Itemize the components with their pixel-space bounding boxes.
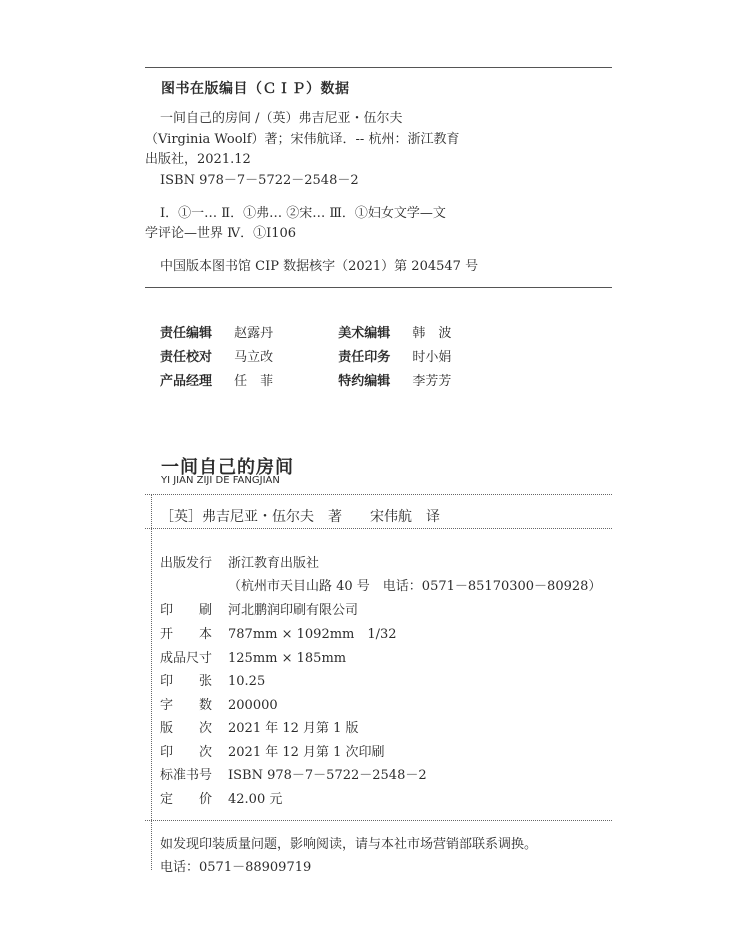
pub-value: 10.25: [228, 674, 266, 689]
staff-name: 任 菲: [234, 374, 274, 389]
pub-value: 2021 年 12 月第 1 版: [228, 721, 359, 736]
staff-role: 责任编辑: [160, 326, 213, 341]
cip-classification-1: Ⅰ．①一… Ⅱ．①弗… ②宋… Ⅲ．①妇女文学—文: [160, 206, 446, 221]
pub-value: 42.00 元: [228, 792, 283, 807]
pub-row: [160, 647, 346, 666]
cip-bottom-rule: [145, 287, 612, 288]
pub-label: 出版发行: [160, 556, 213, 571]
pub-value: 2021 年 12 月第 1 次印刷: [228, 745, 385, 760]
title-dotted-rule: [145, 494, 612, 495]
pub-value: ISBN 978－7－5722－2548－2: [228, 768, 427, 783]
staff-row: [160, 370, 451, 389]
top-rule: [145, 67, 612, 68]
cip-line-3: 出版社，2021.12: [145, 152, 251, 167]
authors-dotted-rule: [145, 528, 612, 529]
pub-row: [160, 575, 601, 594]
notice-line-1: 如发现印装质量问题，影响阅读，请与本社市场营销部联系调换。: [160, 837, 538, 852]
cip-title: 图书在版编目（ＣＩＰ）数据: [161, 81, 350, 97]
staff-role: 责任校对: [160, 350, 213, 365]
pub-label: 标准书号: [160, 768, 213, 783]
pub-value: 787mm × 1092mm 1/32: [228, 627, 397, 642]
staff-name: 赵露丹: [234, 326, 274, 341]
pub-value: 125mm × 185mm: [228, 651, 347, 666]
cip-line-1: 一间自己的房间 /（英）弗吉尼亚・伍尔夫: [160, 111, 403, 126]
pub-row: [160, 694, 278, 713]
pub-label: 印 张: [160, 674, 213, 689]
staff-row: [160, 322, 451, 341]
staff-role: 美术编辑: [338, 326, 391, 341]
staff-name: 韩 波: [412, 326, 452, 341]
pub-label: 字 数: [160, 698, 213, 713]
pub-value: （杭州市天目山路 40 号 电话：0571－85170300－80928）: [228, 579, 602, 594]
cip-isbn: ISBN 978－7－5722－2548－2: [160, 173, 359, 188]
book-pinyin: YI JIAN ZIJI DE FANGJIAN: [161, 475, 280, 486]
cip-classification-2: 学评论—世界 Ⅳ．①I106: [145, 226, 297, 241]
pub-row: [160, 788, 282, 807]
pub-value: 河北鹏润印刷有限公司: [228, 603, 359, 618]
cip-line-2: （Virginia Woolf）著；宋伟航译．-- 杭州：浙江教育: [145, 132, 460, 147]
pub-label: 印 刷: [160, 603, 213, 618]
pub-row: [160, 623, 397, 642]
staff-role: 责任印务: [338, 350, 391, 365]
notice-dotted-rule: [145, 820, 612, 821]
staff-role: 特约编辑: [338, 374, 391, 389]
pub-value: 浙江教育出版社: [228, 556, 320, 571]
pub-label: 版 次: [160, 721, 213, 736]
cip-number: 中国版本图书馆 CIP 数据核字（2021）第 204547 号: [160, 259, 479, 274]
pub-row: [160, 552, 319, 571]
notice-phone: 电话：0571－88909719: [160, 860, 312, 875]
authors-line: ［英］弗吉尼亚・伍尔夫 著 宋伟航 译: [160, 509, 440, 525]
staff-name: 时小娟: [412, 350, 452, 365]
pub-label: 印 次: [160, 745, 213, 760]
pub-row: [160, 717, 359, 736]
pub-row: [160, 764, 427, 783]
staff-name: 马立改: [234, 350, 274, 365]
pub-row: [160, 599, 358, 618]
pub-label: 成品尺寸: [160, 651, 213, 666]
pub-row: [160, 741, 385, 760]
pub-row: [160, 670, 265, 689]
staff-name: 李芳芳: [412, 374, 452, 389]
pub-label: 开 本: [160, 627, 213, 642]
staff-role: 产品经理: [160, 374, 213, 389]
left-dotted-rule: [151, 494, 152, 870]
pub-label: 定 价: [160, 792, 213, 807]
staff-row: [160, 346, 451, 365]
book-title: 一间自己的房间: [161, 457, 294, 478]
pub-value: 200000: [228, 698, 278, 713]
